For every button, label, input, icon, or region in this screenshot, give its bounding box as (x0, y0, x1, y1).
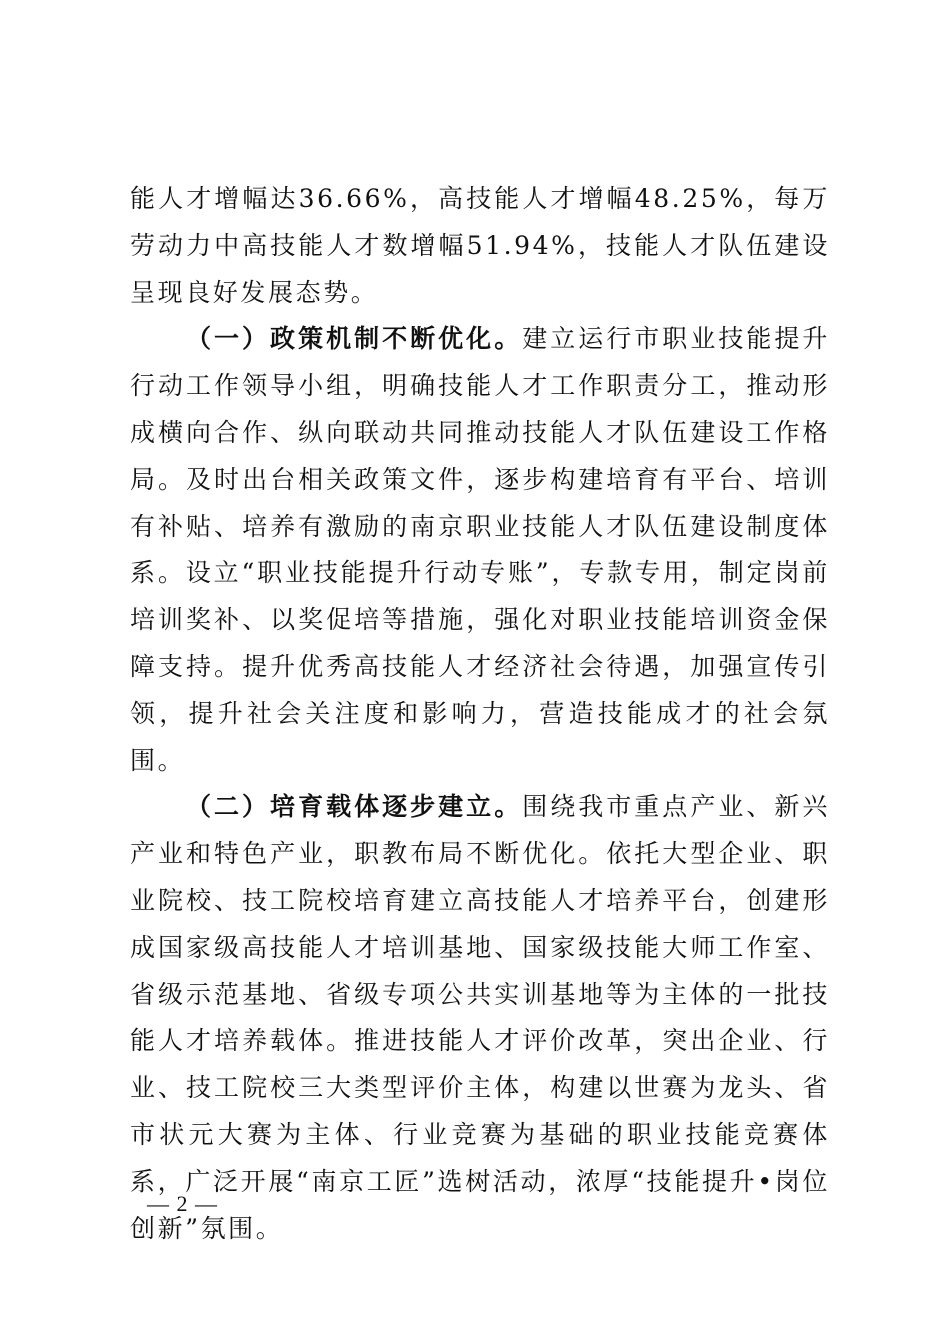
paragraph-text: 围绕我市重点产业、新兴产业和特色产业，职教布局不断优化。依托大型企业、职业院校、技工院校培育建立高技能人才培养平台，创建形成国家级高技能人才培训基地、国家级技能大师工作室、省级示范基地、省级专项公共实训基地等为主体的一批技能人才培养载体。推进技能人才评价改革，突出企业、行业、技工院校三大类型评价主体，构建以世赛为龙头、省市状元大赛为主体、行业竞赛为基础的职业技能竞赛体系，广泛开展“南京工匠”选树活动，浓厚“技能提升•岗位创新”氛围。 (130, 792, 830, 1243)
section-heading-policy: （一）政策机制不断优化。 (186, 324, 523, 354)
section-heading-carrier: （二）培育载体逐步建立。 (186, 792, 523, 822)
document-body (130, 176, 830, 1252)
paragraph-training-carrier (130, 784, 830, 1252)
paragraph-text: 能人才增幅达36.66%，高技能人才增幅48.25%，每万劳动力中高技能人才数增幅51.94%，技能人才队伍建设呈现良好发展态势。 (130, 184, 830, 307)
page-number: — 2 — (147, 1191, 218, 1216)
paragraph-text: 建立运行市职业技能提升行动工作领导小组，明确技能人才工作职责分工，推动形成横向合作、纵向联动共同推动技能人才队伍建设工作格局。及时出台相关政策文件，逐步构建培育有平台、培训有补贴、培养有激励的南京职业技能人才队伍建设制度体系。设立“职业技能提升行动专账”，专款专用，制定岗前培训奖补、以奖促培等措施，强化对职业技能培训资金保障支持。提升优秀高技能人才经济社会待遇，加强宣传引领，提升社会关注度和影响力，营造技能成才的社会氛围。 (130, 324, 830, 775)
paragraph-continuation (130, 176, 830, 316)
paragraph-policy-mechanism (130, 316, 830, 784)
